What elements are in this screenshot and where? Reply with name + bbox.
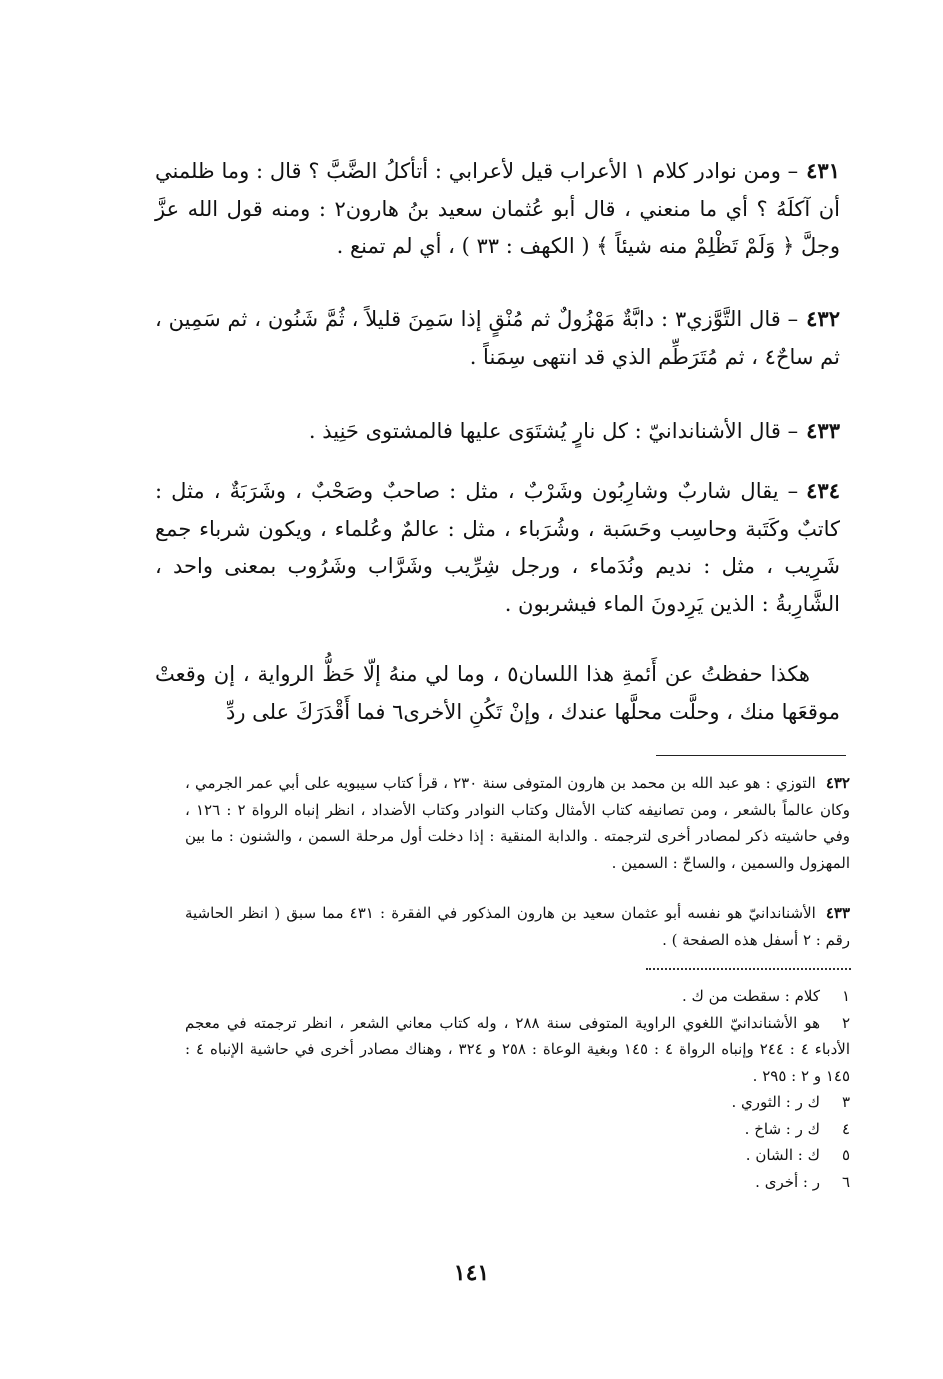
footnote-3	[185, 1089, 850, 1116]
paragraph-431	[155, 152, 840, 266]
paragraph-text: – ومن نوادر كلام ١ الأعراب قيل لأعرابي : أتأكلُ الضَّبَّ ؟ قال : وما ظلمني أن آكلَهُ ؟ أي ما منعني ، قال أبو عُثمان سعيد بنُ هارون٢ : ومنه قول الله عزَّ وجلَّ ﴿ وَلَمْ تَظْلِمْ منه شيئاً ﴾ ( الكهف : ٣٣ ) ، أي لم تمنع .	[155, 159, 840, 258]
footnote-text: ك : الشان .	[745, 1146, 820, 1164]
footnote-number: ٤	[841, 1119, 850, 1138]
footnote-text: ر : أخرى .	[755, 1172, 820, 1191]
footnote-1	[185, 983, 850, 1010]
note-text: التوزي : هو عبد الله بن محمد بن هارون المتوفى سنة ٢٣٠ ، قرأ كتاب سيبويه على أبي عمر الجرمي ، وكان عالماً بالشعر ، ومن تصانيفه كتاب الأمثال وكتاب النوادر وكتاب الأضداد ، انظر إنباه الرواة ٢ : ١٢٦ ، وفي حاشيته ذكر لمصادر أخرى لترجمته . والدابة المنقية : إذا دخلت أول مرحلة السمن ، والشنون : ما بين المهزول والسمين ، والساحّ : السمين .	[185, 774, 851, 872]
paragraph-text: – قال التَّوَّزي٣ : دابَّةٌ مَهْزُولٌ ثم مُنْقٍ إذا سَمِنَ قليلاً ، ثُمَّ شَنُون ، ثم سَمِين ، ثم ساحٌ٤ ، ثم مُتَرَطِّم الذي قد انتهى سِمَناً .	[155, 307, 840, 369]
footnotes-divider	[646, 968, 851, 970]
paragraph-434	[155, 472, 840, 623]
footnote-list	[185, 983, 850, 1195]
footnote-5	[185, 1142, 850, 1169]
page-number: ١٤١	[453, 1260, 490, 1286]
footnote-number: ١	[841, 987, 850, 1005]
footnote-2	[185, 1010, 850, 1090]
paragraph-text: – يقال شاربٌ وشارِبُون وشَرْبٌ ، مثل : صاحبٌ وصَحْبٌ ، وشَرَبَةٌ ، مثل : كاتبٌ وكَتَبة وحاسِب وحَسَبة ، وشُرَباء ، مثل : عالمٌ وعُلماء ، ويكون شرباء جمع شَرِيب ، مثل : نديم ونُدَماء ، ورجل شِرِّيب وشَرَّاب وشَرُوب بمعنى واحد ، الشَّارِبةُ : الذين يَرِدونَ الماء فيشربون .	[155, 479, 840, 616]
footnote-text: ك ر : شاخ .	[744, 1119, 820, 1138]
paragraph-number: ٤٣٣	[806, 418, 840, 443]
paragraph-433	[155, 412, 840, 451]
paragraph-number: ٤٣٢	[806, 306, 840, 331]
footnote-text: كلام : سقطت من ك .	[681, 987, 820, 1005]
footnote-text: ك ر : الثوري .	[731, 1093, 820, 1111]
footnote-number: ٣	[841, 1093, 850, 1111]
paragraph-number: ٤٣٤	[806, 478, 840, 503]
footnote-text: هو الأشناندانيّ اللغوي الراوية المتوفى سنة ٢٨٨ ، وله كتاب معاني الشعر ، انظر ترجمته في معجم الأدباء ٤ : ٢٤٤ وإنباه الرواة ٤ : ١٤٥ وبغية الوعاة : ٢٥٨ و ٣٢٤ ، وهناك مصادر أخرى في حاشية الإنباه ٤ : ١٤٥ و ٢ : ٢٩٥ .	[185, 1013, 851, 1085]
footnote-number: ٥	[841, 1146, 850, 1164]
footnote-number: ٢	[841, 1013, 850, 1032]
footnote-6	[185, 1169, 850, 1196]
footnote-number: ٦	[841, 1172, 850, 1191]
note-text: الأشناندانيّ هو نفسه أبو عثمان سعيد بن هارون المذكور في الفقرة : ٤٣١ مما سبق ( انظر الحاشية رقم : ٢ أسفل هذه الصفحة ) .	[185, 904, 850, 949]
paragraph-432	[155, 300, 840, 376]
note-number: ٤٣٢	[825, 774, 850, 792]
note-433	[185, 900, 850, 953]
note-432	[185, 770, 850, 876]
note-number: ٤٣٣	[825, 904, 850, 922]
footnote-4	[185, 1116, 850, 1143]
closing-paragraph: هكذا حفظتُ عن أَئمةِ هذا اللسان٥ ، وما لي منهُ إلّا حَظُّ الرواية ، إن وقعتْ موقعَها منك ، وحلَّت محلَّها عندك ، وإنْ تَكُنِ الأخرى٦ فما أَقْدَرَكَ على ردِّ	[155, 662, 840, 724]
paragraph-text: – قال الأشناندانيّ : كل نارٍ يُشتَوَى عليها فالمشتوى حَنِيذ .	[308, 419, 799, 443]
paragraph-number: ٤٣١	[806, 158, 840, 183]
notes-divider	[656, 755, 846, 756]
